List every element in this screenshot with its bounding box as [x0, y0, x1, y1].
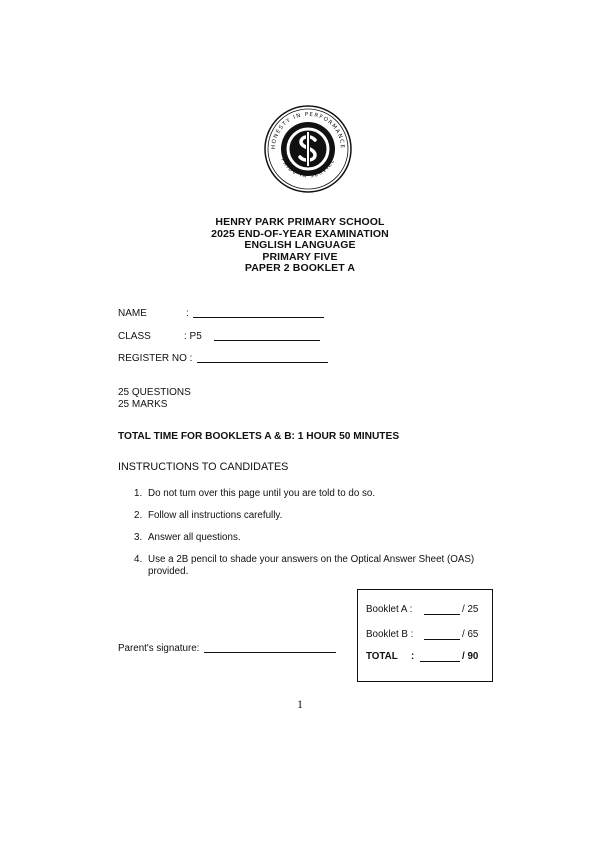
school-name: HENRY PARK PRIMARY SCHOOL — [215, 216, 385, 228]
question-info — [118, 387, 191, 411]
name-label: NAME — [118, 308, 147, 319]
instruction-text: Do not tum over this page until you are told to do so. — [148, 488, 376, 499]
booklet-b-row — [366, 629, 413, 640]
mark-count: 25 MARKS — [118, 399, 168, 410]
exam-title: 2025 END-OF-YEAR EXAMINATION — [211, 227, 389, 240]
register-label: REGISTER NO : — [118, 353, 193, 364]
name-field[interactable] — [193, 317, 324, 318]
total-colon: : — [411, 651, 415, 662]
booklet-a-row — [366, 604, 412, 615]
register-field[interactable] — [197, 362, 328, 363]
paper-title: PAPER 2 BOOKLET A — [244, 262, 356, 275]
school-crest-icon — [263, 104, 353, 194]
booklet-a-score[interactable] — [424, 614, 460, 615]
booklet-b-total: / 65 — [462, 629, 479, 640]
booklet-a-total: / 25 — [462, 604, 479, 615]
instruction-text-continued: provided. — [148, 566, 189, 577]
signature-label: Parent's signature: — [118, 643, 200, 654]
level-title: PRIMARY FIVE — [262, 250, 338, 263]
subject-title: ENGLISH LANGUAGE — [244, 239, 356, 252]
total-total: / 90 — [462, 651, 479, 662]
instruction-text: Answer all questions. — [148, 532, 241, 543]
instructions-heading: INSTRUCTIONS TO CANDIDATES — [118, 461, 289, 473]
total-label: TOTAL — [366, 651, 398, 662]
instruction-number: 4. — [134, 554, 143, 565]
instruction-number: 1. — [134, 488, 143, 499]
booklet-b-score[interactable] — [424, 639, 460, 640]
instruction-text: Follow all instructions carefully. — [148, 510, 283, 521]
page-number: 1 — [297, 697, 303, 711]
class-value: : P5 — [184, 331, 202, 342]
instruction-number: 3. — [134, 532, 143, 543]
class-field[interactable] — [214, 340, 320, 341]
instruction-text: Use a 2B pencil to shade your answers on the Optical Answer Sheet (OAS) — [148, 554, 475, 565]
crest-motto-bottom: PRIDE IN SERVICE — [279, 157, 337, 180]
exam-header — [0, 217, 600, 275]
total-row — [366, 651, 398, 662]
instruction-number: 2. — [134, 510, 143, 521]
crest-motto-top: HONESTY IN PERFORMANCE — [270, 111, 346, 150]
total-time: TOTAL TIME FOR BOOKLETS A & B: 1 HOUR 50 MINUTES — [118, 431, 400, 442]
signature-field[interactable] — [204, 652, 336, 653]
class-label: CLASS — [118, 331, 151, 342]
school-crest — [263, 104, 353, 194]
question-count: 25 QUESTIONS — [118, 387, 191, 398]
marks-box — [357, 589, 493, 682]
total-score[interactable] — [420, 661, 460, 662]
booklet-b-label: Booklet B : — [366, 629, 414, 640]
booklet-a-label: Booklet A : — [366, 604, 413, 615]
name-colon: : — [186, 308, 189, 319]
